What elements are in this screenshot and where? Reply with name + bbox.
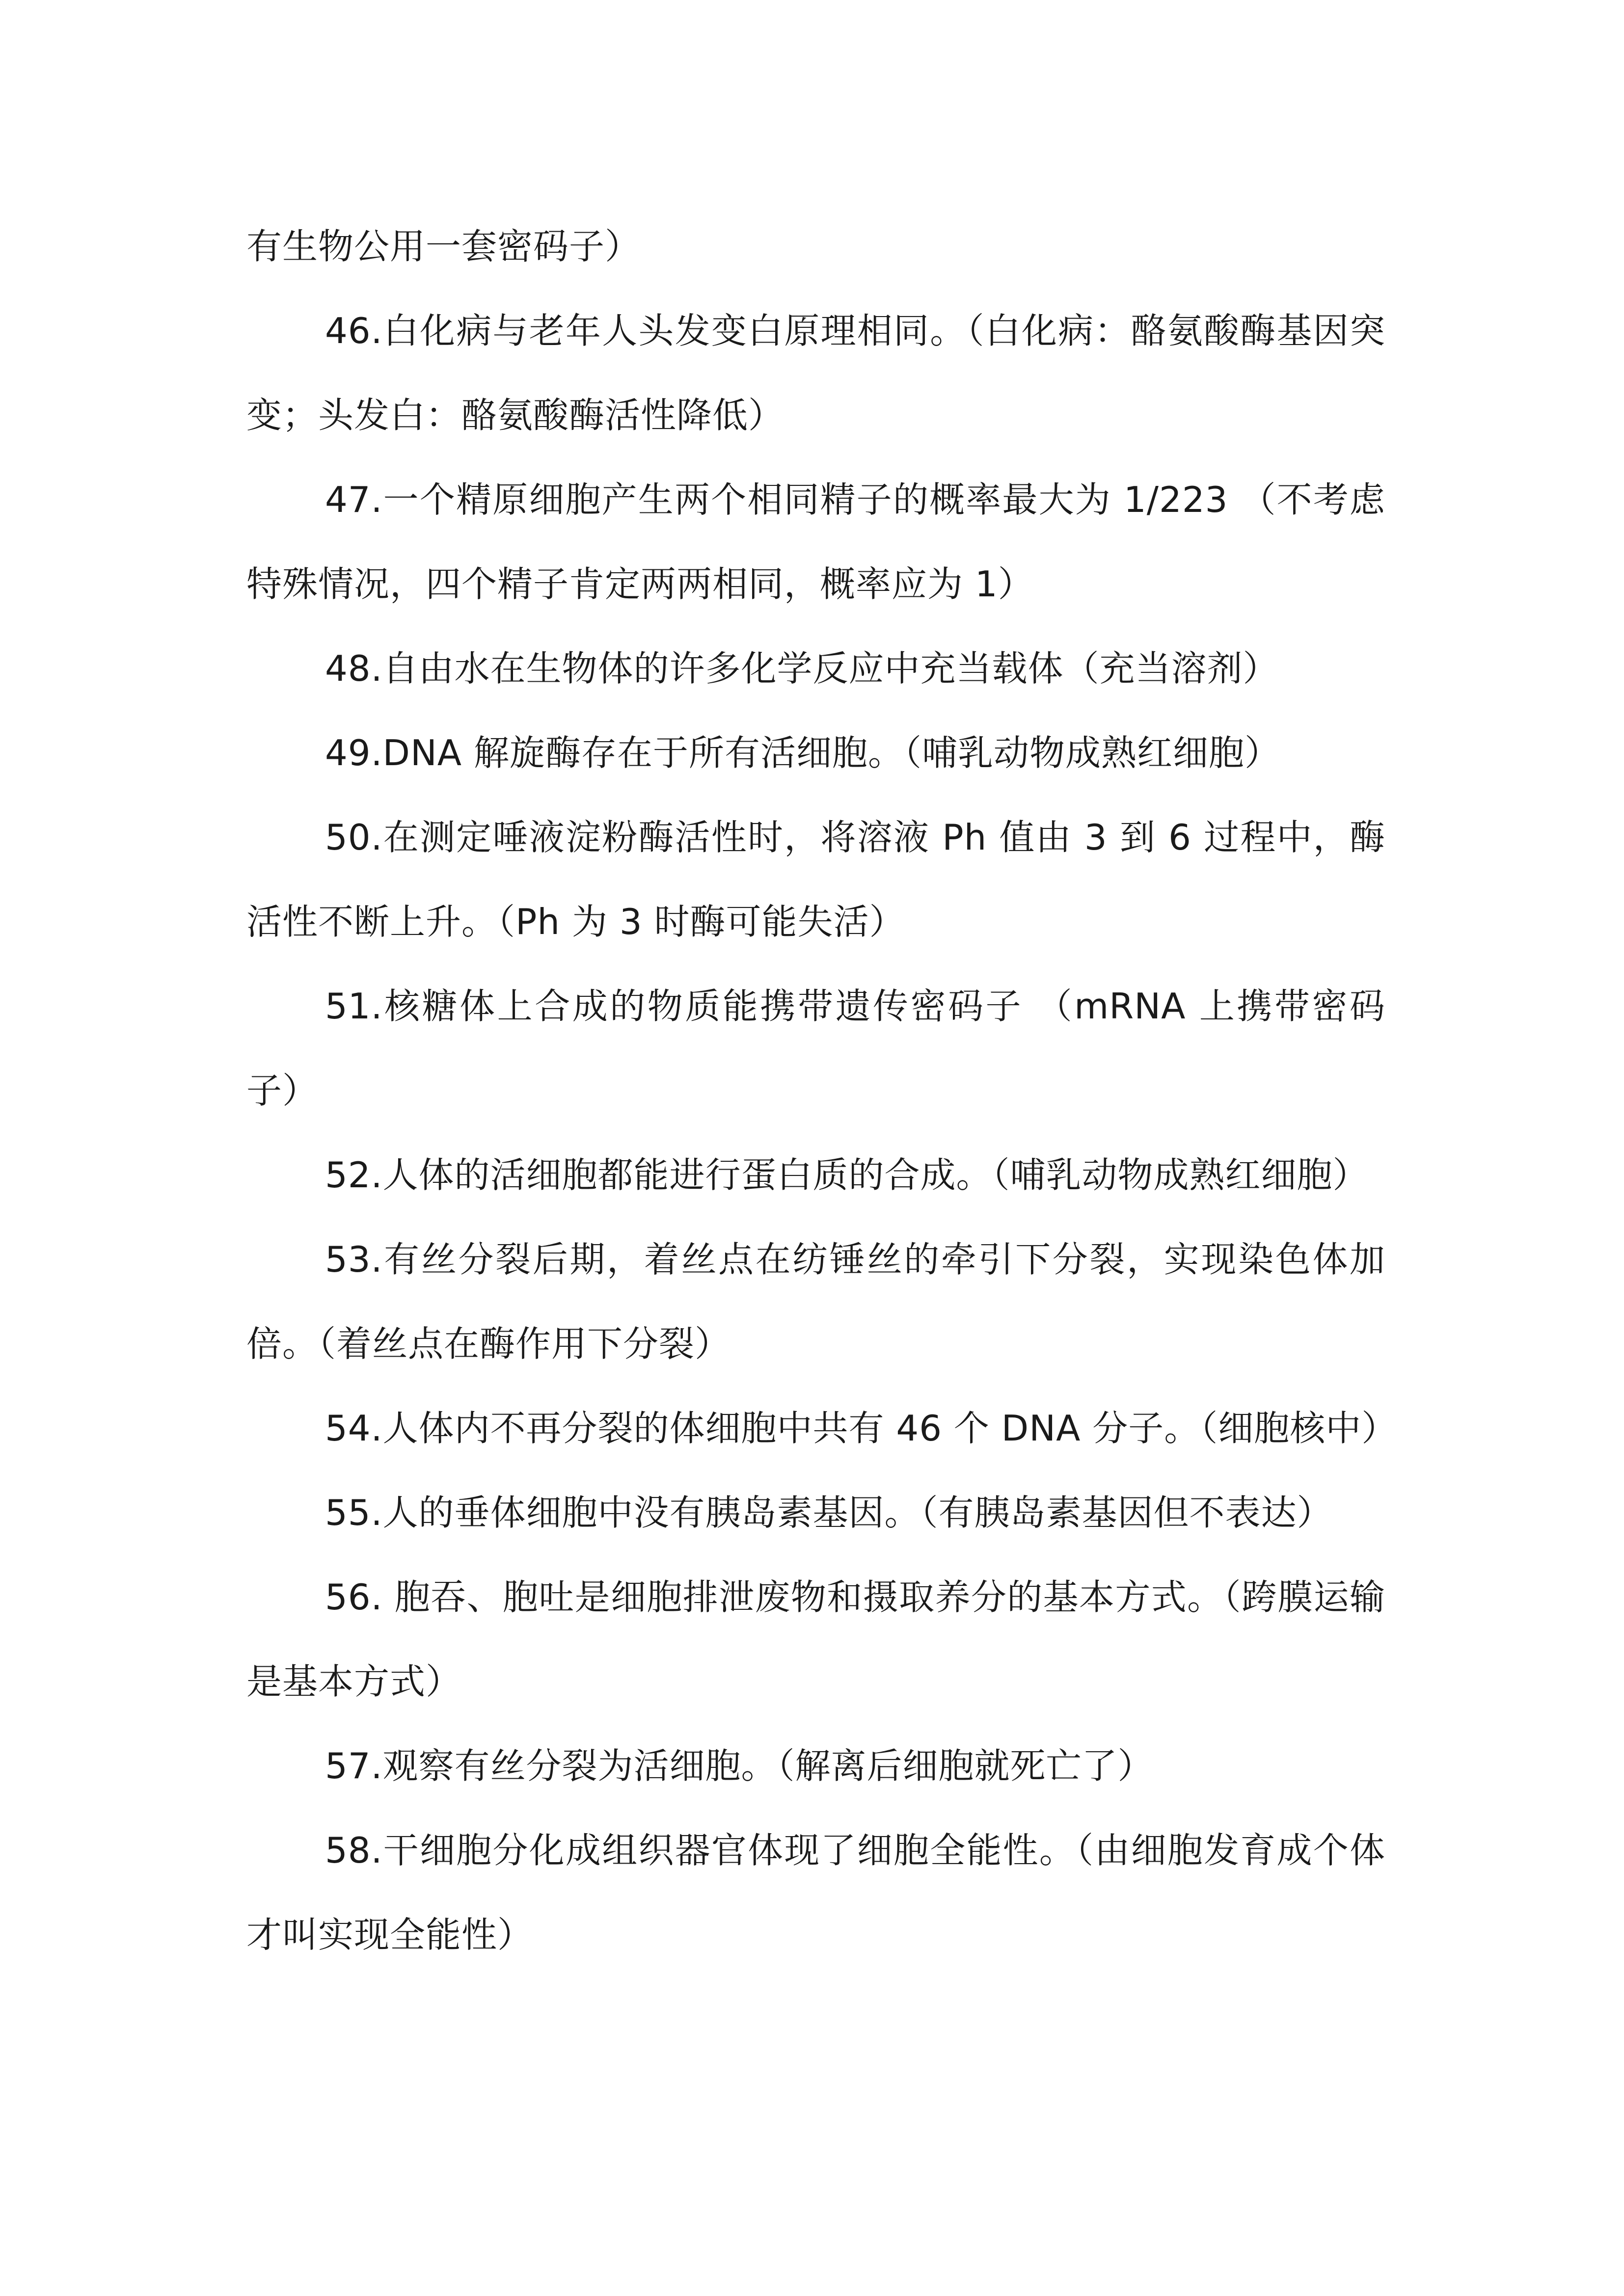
paragraph-53: 53.有丝分裂后期，着丝点在纺锤丝的牵引下分裂，实现染色体加倍。（着丝点在酶作用下分裂） [246,1239,1385,1364]
paragraph-56: 56. 胞吞、胞吐是细胞排泄废物和摄取养分的基本方式。（跨膜运输是基本方式） [246,1576,1385,1702]
paragraph-45-continuation: 有生物公用一套密码子） [246,226,641,267]
paragraph-50: 50.在测定唾液淀粉酶活性时，将溶液 Ph 值由 3 到 6 过程中，酶活性不断上升。（Ph 为 3 时酶可能失活） [246,817,1385,942]
paragraph-54: 54.人体内不再分裂的体细胞中共有 46 个 DNA 分子。（细胞核中） [325,1408,1398,1449]
paragraph-55: 55.人的垂体细胞中没有胰岛素基因。（有胰岛素基因但不表达） [325,1492,1333,1533]
paragraph-57: 57.观察有丝分裂为活细胞。（解离后细胞就死亡了） [325,1745,1154,1787]
paragraph-48: 48.自由水在生物体的许多化学反应中充当载体（充当溶剂） [325,648,1279,689]
paragraph-52: 52.人体的活细胞都能进行蛋白质的合成。（哺乳动物成熟红细胞） [325,1154,1369,1196]
paragraph-46: 46.白化病与老年人头发变白原理相同。（白化病：酪氨酸酶基因突变；头发白：酪氨酸酶活性降低） [246,310,1385,436]
paragraph-58: 58.干细胞分化成组织器官体现了细胞全能性。（由细胞发育成个体才叫实现全能性） [246,1830,1385,1955]
paragraph-47: 47.一个精原细胞产生两个相同精子的概率最大为 1/223 （不考虑特殊情况，四个精子肯定两两相同，概率应为 1） [246,479,1385,605]
paragraph-51: 51.核糖体上合成的物质能携带遗传密码子 （mRNA 上携带密码子） [246,986,1385,1111]
paragraph-49: 49.DNA 解旋酶存在于所有活细胞。（哺乳动物成熟红细胞） [325,732,1280,774]
document-body [246,204,1398,1977]
